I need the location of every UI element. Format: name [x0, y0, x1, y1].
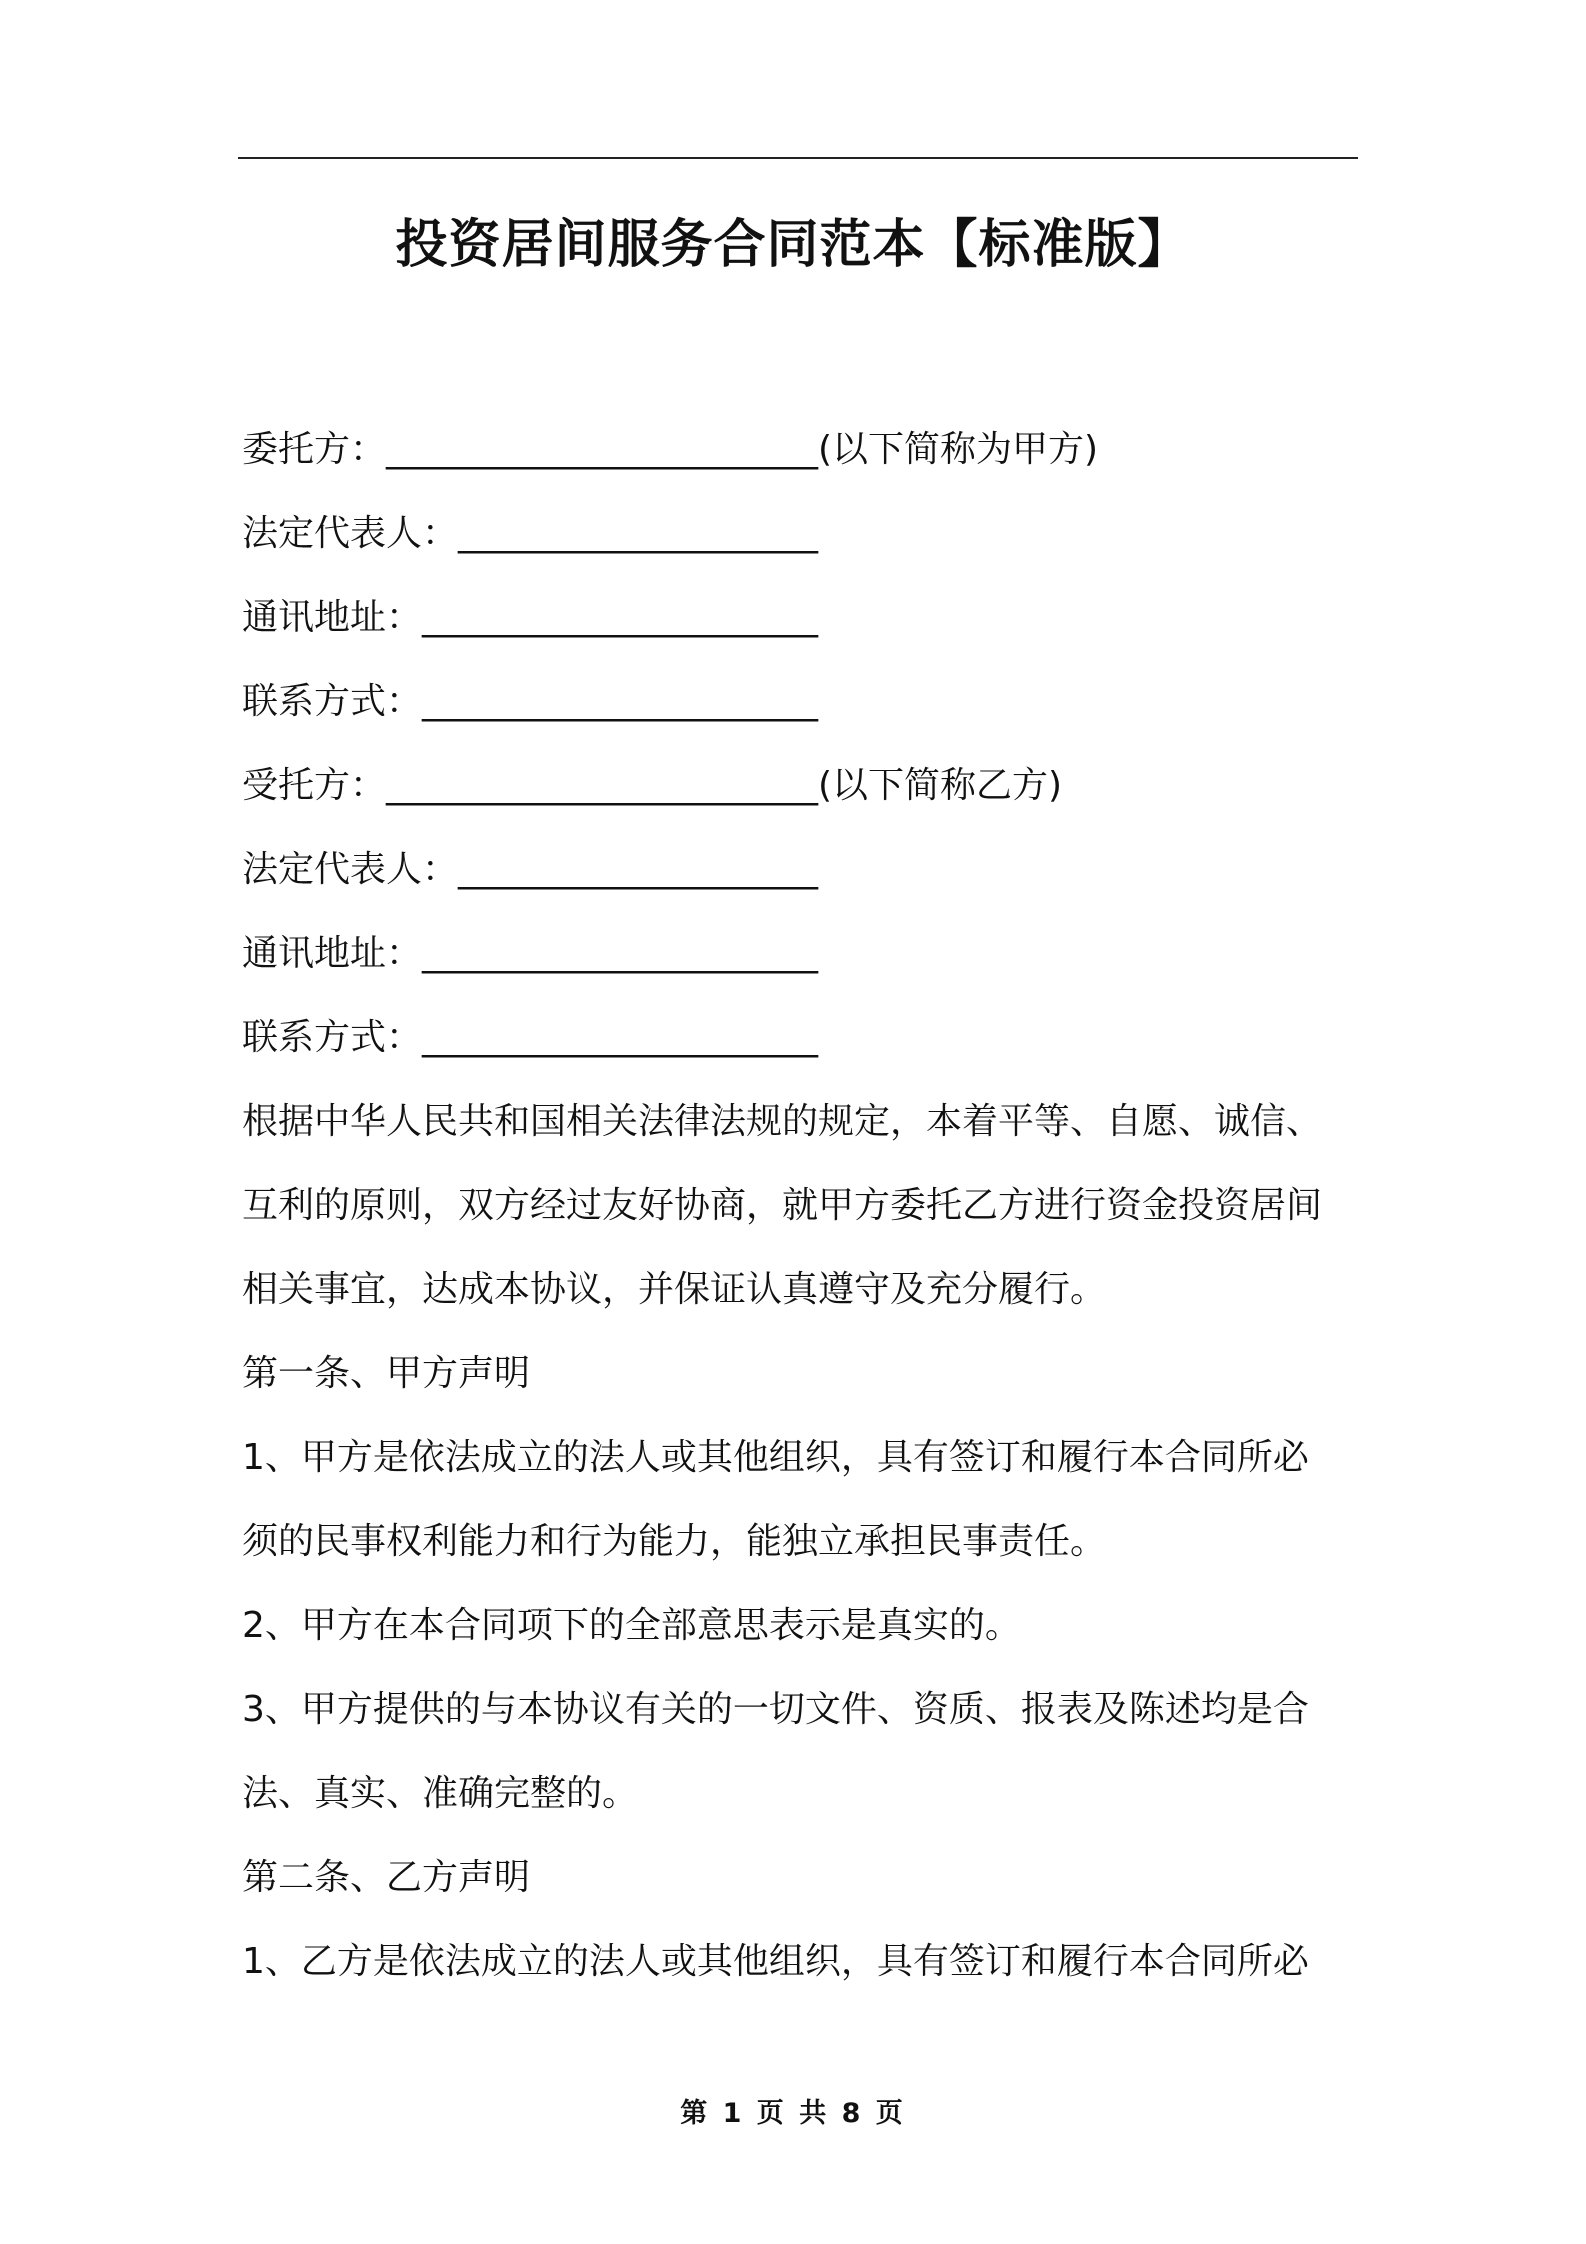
article-2-clause-1-line-1: 1、乙方是依法成立的法人或其他组织，具有签订和履行本合同所必 [242, 1941, 1309, 1982]
article-1-clause-2: 2、甲方在本合同项下的全部意思表示是真实的。 [242, 1605, 1021, 1646]
agent-legal-representative-line: 法定代表人：____________________ [242, 849, 819, 890]
header-rule [238, 157, 1358, 159]
agent-party-line: 受托方：________________________(以下简称乙方) [242, 765, 1063, 806]
article-1-clause-1-line-2: 须的民事权利能力和行为能力，能独立承担民事责任。 [242, 1521, 1107, 1562]
client-legal-representative-line: 法定代表人：____________________ [242, 513, 819, 554]
page-number-footer: 第 1 页 共 8 页 [680, 2098, 906, 2129]
article-1-clause-3-line-2: 法、真实、准确完整的。 [242, 1773, 639, 1814]
article-2-heading: 第二条、乙方声明 [242, 1857, 531, 1898]
client-address-line: 通讯地址：______________________ [242, 597, 819, 638]
agent-contact-line: 联系方式：______________________ [242, 1017, 819, 1058]
client-contact-line: 联系方式：______________________ [242, 681, 819, 722]
preamble-line-2: 互利的原则，双方经过友好协商，就甲方委托乙方进行资金投资居间 [242, 1185, 1323, 1226]
client-party-line: 委托方：________________________(以下简称为甲方) [242, 429, 1099, 470]
preamble-line-1: 根据中华人民共和国相关法律法规的规定，本着平等、自愿、诚信、 [242, 1101, 1323, 1142]
agent-address-line: 通讯地址：______________________ [242, 933, 819, 974]
article-1-clause-3-line-1: 3、甲方提供的与本协议有关的一切文件、资质、报表及陈述均是合 [242, 1689, 1309, 1730]
document-title: 投资居间服务合同范本【标准版】 [395, 215, 1191, 275]
article-1-heading: 第一条、甲方声明 [242, 1353, 531, 1394]
document-body [242, 408, 1352, 2004]
preamble-line-3: 相关事宜，达成本协议，并保证认真遵守及充分履行。 [242, 1269, 1107, 1310]
article-1-clause-1-line-1: 1、甲方是依法成立的法人或其他组织，具有签订和履行本合同所必 [242, 1437, 1309, 1478]
